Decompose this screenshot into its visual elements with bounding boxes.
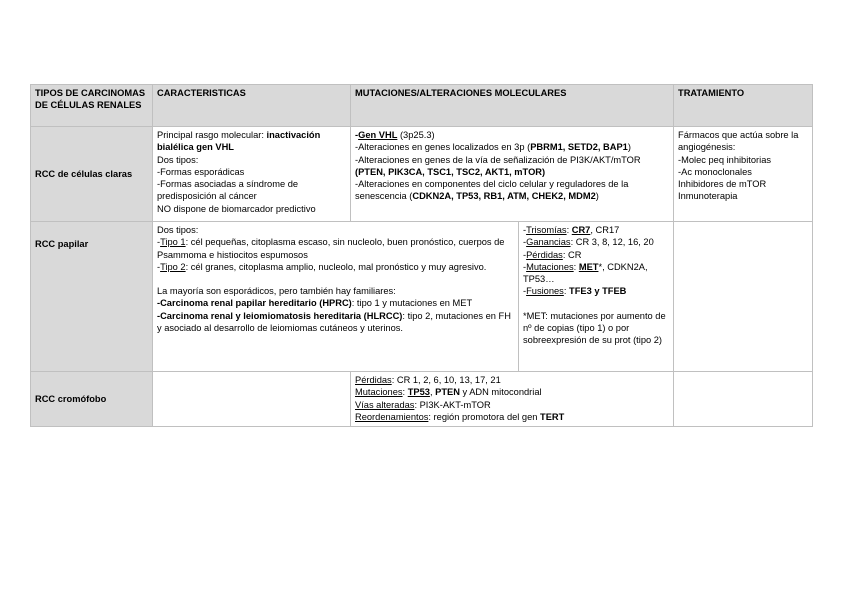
- trat-clear-cell: Fármacos que actúa sobre la angiogénesis: -Molec peq inhibitorias -Ac monoclonales Inhibidores de mTOR Inmunoterapia: [674, 127, 813, 222]
- header-mutaciones: MUTACIONES/ALTERACIONES MOLECULARES: [351, 85, 674, 127]
- row-clear-cell: [31, 127, 813, 222]
- header-caracteristicas: CARACTERISTICAS: [153, 85, 351, 127]
- type-papillary: RCC papilar: [31, 222, 153, 372]
- mut-clear-cell: -Gen VHL (3p25.3) -Alteraciones en genes localizados en 3p (PBRM1, SETD2, BAP1) -Alteraciones en genes de la vía de señalización de PI3K/AKT/mTOR (PTEN, PIK3CA, TSC1, TSC2, AKT1, mTOR) -Alteraciones en componentes del ciclo celular y reguladores de la senescencia (CDKN2A, TP53, RB1, ATM, CHEK2, MDM2): [351, 127, 674, 222]
- row-chromophobe: [31, 372, 813, 427]
- mut-chromophobe: Pérdidas: CR 1, 2, 6, 10, 13, 17, 21 Mutaciones: TP53, PTEN y ADN mitocondrial Vías alteradas: PI3K-AKT-mTOR Reordenamientos: región promotora del gen TERT: [351, 372, 674, 427]
- char-papillary: Dos tipos: -Tipo 1: cél pequeñas, citoplasma escaso, sin nucleolo, buen pronóstico, cuerpos de Psammoma e histiocitos espumosos -Tipo 2: cél granes, citoplasma amplio, nucleolo, mal pronóstico y muy agresivo. La mayoría son esporádicos, pero también hay familiares: -Carcinoma renal papilar hereditario (HPRC): tipo 1 y mutaciones en MET -Carcinoma renal y leiomiomatosis hereditaria (HLRCC): tipo 2, mutaciones en FH y asociado al desarrollo de leiomiomas cutáneos y uterinos.: [153, 222, 519, 372]
- char-clear-cell: Principal rasgo molecular: inactivación bialélica gen VHL Dos tipos: -Formas esporádicas -Formas asociadas a síndrome de predisposición al cáncer NO dispone de biomarcador predictivo: [153, 127, 351, 222]
- header-tipos: TIPOS DE CARCINOMAS DE CÉLULAS RENALES: [31, 85, 153, 127]
- char-chromophobe: [153, 372, 351, 427]
- classification-table: [30, 84, 813, 427]
- header-row: [31, 85, 813, 127]
- header-tratamiento: TRATAMIENTO: [674, 85, 813, 127]
- type-clear-cell: RCC de células claras: [31, 127, 153, 222]
- trat-chromophobe: [674, 372, 813, 427]
- trat-papillary: [674, 222, 813, 372]
- row-papillary: [31, 222, 813, 372]
- mut-papillary: -Trisomías: CR7, CR17 -Ganancias: CR 3, 8, 12, 16, 20 -Pérdidas: CR -Mutaciones: MET*, CDKN2A, TP53… -Fusiones: TFE3 y TFEB *MET: mutaciones por aumento de nº de copias (tipo 1) o por sobreexpresión de su prot (tipo 2): [519, 222, 674, 372]
- type-chromophobe: RCC cromófobo: [31, 372, 153, 427]
